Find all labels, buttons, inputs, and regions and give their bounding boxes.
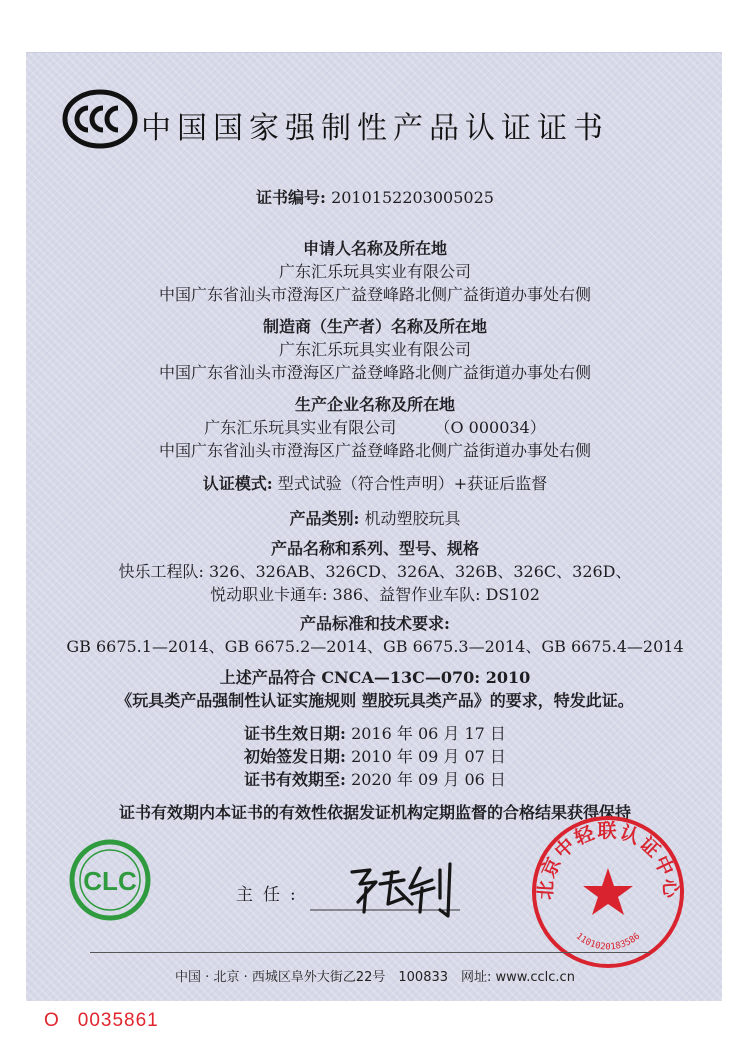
svg-text:1101020183586 bbox=[574, 932, 642, 953]
factory-code: （O 000034） bbox=[434, 418, 546, 437]
factory-name: 广东汇乐玩具实业有限公司 bbox=[204, 418, 397, 437]
serial-value: 0035861 bbox=[77, 1010, 159, 1031]
validity-note: 证书有效期内本证书的有效性依据发证机构定期监督的合格结果获得保持 bbox=[118, 803, 631, 822]
manufacturer-heading: 制造商（生产者）名称及所在地 bbox=[262, 317, 487, 336]
manufacturer-address: 中国广东省汕头市澄海区广益登峰路北侧广益街道办事处右侧 bbox=[158, 363, 591, 382]
cert-mode-value: 型式试验（符合性声明）+获证后监督 bbox=[277, 474, 548, 493]
manager-label: 主任: bbox=[236, 885, 306, 905]
product-models-line1: 快乐工程队: 326、326AB、326CD、326A、326B、326C、326D、 bbox=[118, 562, 632, 581]
initial-date bbox=[0, 747, 750, 767]
expiry-date-label: 证书有效期至: bbox=[244, 770, 346, 789]
initial-date-value: 2010 年 09 月 07 日 bbox=[351, 747, 506, 766]
product-heading: 产品名称和系列、型号、规格 bbox=[270, 539, 479, 558]
factory-heading: 生产企业名称及所在地 bbox=[294, 395, 455, 414]
certificate-title: 中国国家强制性产品认证证书 bbox=[141, 111, 609, 146]
footer-divider bbox=[90, 952, 650, 953]
factory-address: 中国广东省汕头市澄海区广益登峰路北侧广益街道办事处右侧 bbox=[158, 441, 591, 460]
manufacturer-name: 广东汇乐玩具实业有限公司 bbox=[278, 340, 471, 359]
effective-date-value: 2016 年 06 月 17 日 bbox=[351, 724, 506, 743]
cert-mode bbox=[0, 474, 750, 494]
factory-name-row bbox=[0, 418, 750, 438]
effective-date bbox=[0, 724, 750, 744]
expiry-date bbox=[0, 770, 750, 790]
applicant-name: 广东汇乐玩具实业有限公司 bbox=[278, 262, 471, 281]
conformity-line2: 《玩具类产品强制性认证实施规则 塑胶玩具类产品》的要求，特发此证。 bbox=[116, 691, 634, 710]
applicant-heading: 申请人名称及所在地 bbox=[302, 239, 447, 258]
clc-logo-icon bbox=[68, 838, 152, 922]
expiry-date-value: 2020 年 09 月 06 日 bbox=[351, 770, 506, 789]
applicant-address: 中国广东省汕头市澄海区广益登峰路北侧广益街道办事处右侧 bbox=[158, 285, 591, 304]
category-value: 机动塑胶玩具 bbox=[364, 509, 461, 528]
seal-text: 北京中轻联认证中心 bbox=[534, 820, 682, 901]
product-models-line2: 悦动职业卡通车: 386、益智作业车队: DS102 bbox=[210, 585, 540, 604]
cert-number bbox=[0, 188, 750, 208]
seal-number: 1101020183586 bbox=[573, 931, 643, 953]
conformity-line1: 上述产品符合 CNCA—13C—070: 2010 bbox=[219, 668, 531, 687]
cert-number-label: 证书编号: bbox=[256, 188, 326, 207]
serial-prefix: O bbox=[44, 1010, 60, 1031]
cert-mode-label: 认证模式: bbox=[202, 474, 273, 493]
category-label: 产品类别: bbox=[289, 509, 360, 528]
standards-heading: 产品标准和技术要求: bbox=[300, 614, 450, 633]
initial-date-label: 初始签发日期: bbox=[244, 747, 346, 766]
effective-date-label: 证书生效日期: bbox=[244, 724, 346, 743]
certification-seal bbox=[528, 812, 688, 972]
seal-star-icon bbox=[583, 868, 633, 915]
product-category bbox=[0, 509, 750, 529]
footer-address: 中国 · 北京 · 西城区阜外大街乙22号 100833 网址: www.cclc.cn bbox=[175, 970, 575, 985]
cert-number-value: 2010152203005025 bbox=[331, 188, 494, 207]
director-signature bbox=[300, 858, 470, 924]
clc-logo-text: CLC bbox=[83, 866, 137, 896]
standards-value: GB 6675.1—2014、GB 6675.2—2014、GB 6675.3—2014、GB 6675.4—2014 bbox=[66, 637, 684, 656]
serial-number bbox=[44, 1010, 159, 1032]
